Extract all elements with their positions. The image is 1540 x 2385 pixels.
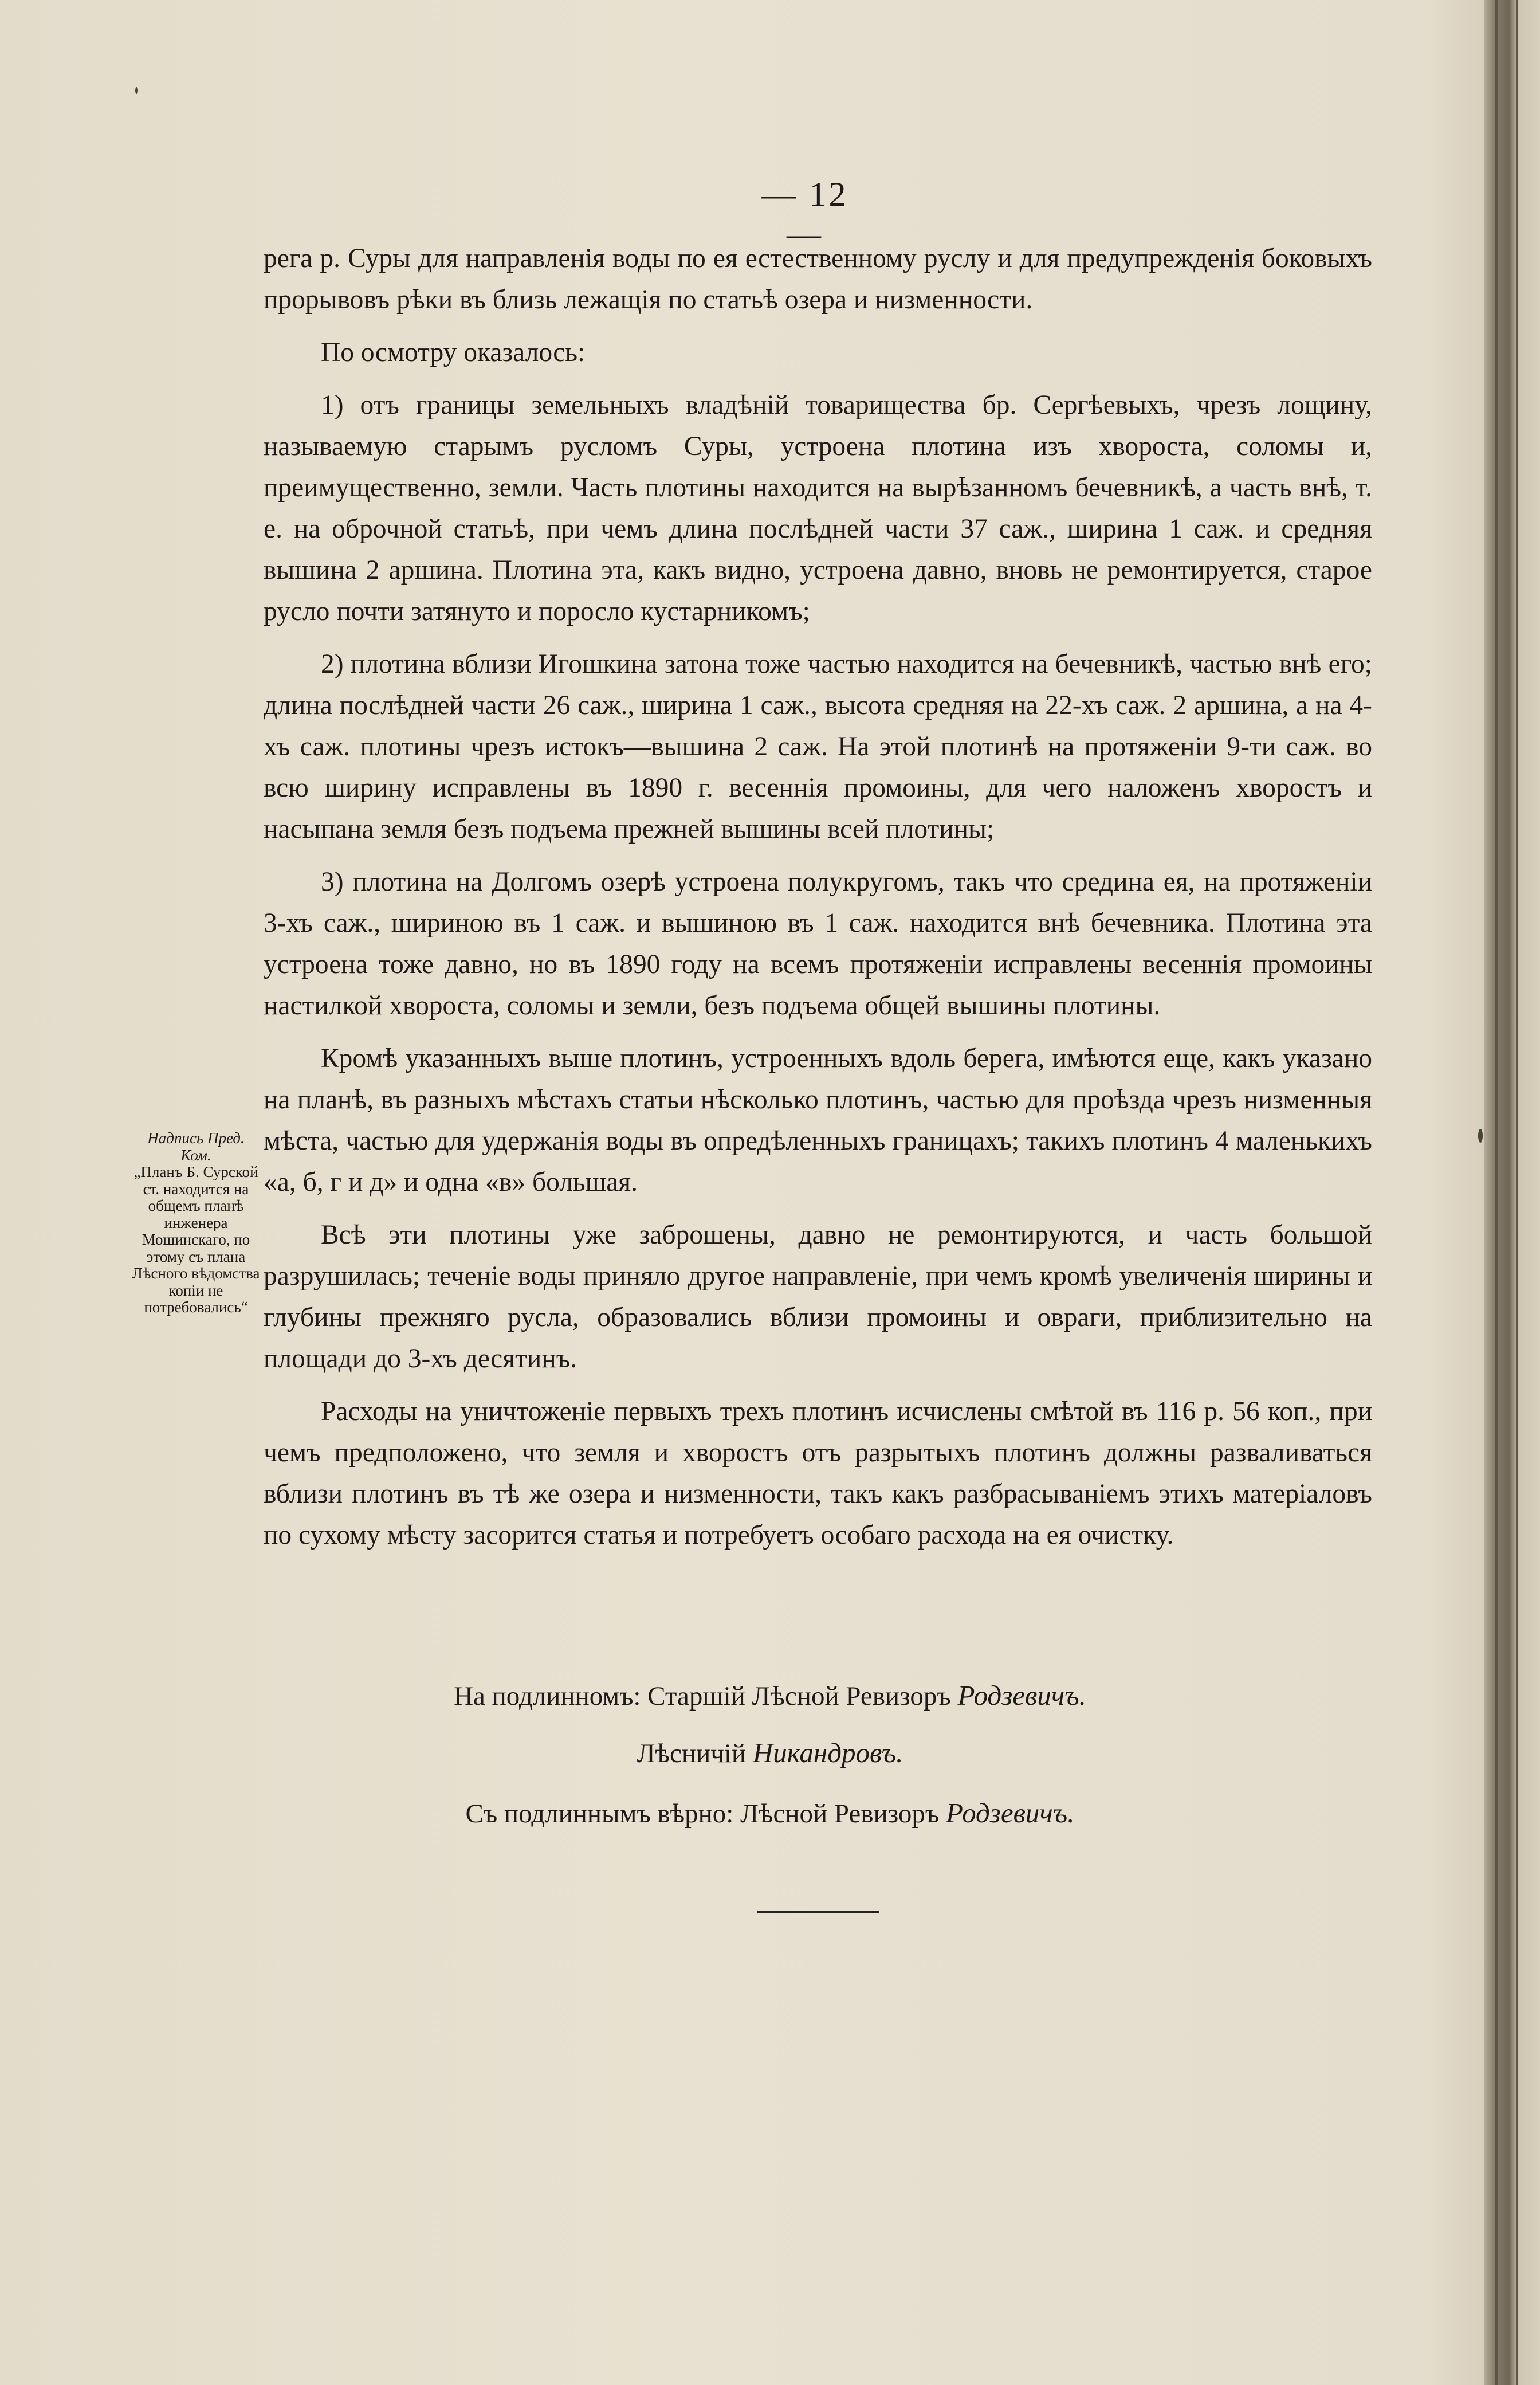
paragraph: 1) отъ границы земельныхъ владѣній товарищества бр. Сергѣевыхъ, чрезъ лощину, называемую старымъ русломъ Суры, устроена плотина изъ хвороста, соломы и, преимущественно, земли. Часть плотины находится на вырѣзанномъ бечевникѣ, а часть внѣ, т. е. на оброчной статьѣ, при чемъ длина послѣдней части 37 саж., ширина 1 саж. и средняя вышина 2 аршина. Плотина эта, какъ видно, устроена давно, вновь не ремонтируется, старое русло почти затянуто и поросло кустарникомъ; <box>264 390 1372 626</box>
signature-name: Родзевичъ. <box>945 1797 1075 1829</box>
paragraph: Расходы на уничтоженіе первыхъ трехъ плотинъ исчислены смѣтой въ 116 р. 56 коп., при чемъ предположено, что земля и хворостъ отъ разрытыхъ плотинъ должны разваливаться вблизи плотинъ въ тѣ же озера и низменности, такъ какъ разбрасываніемъ этихъ матеріаловъ по сухому мѣсту засорится статья и потребуетъ особаго расхода на ея очистку. <box>264 1397 1372 1550</box>
spine-edge <box>1516 0 1518 2385</box>
paper-speck <box>1478 1129 1483 1143</box>
signature-name: Родзевичъ. <box>957 1680 1086 1711</box>
paragraph: Кромѣ указанныхъ выше плотинъ, устроенныхъ вдоль берега, имѣются еще, какъ указано на планѣ, въ разныхъ мѣстахъ статьи нѣсколько плотинъ, частью для проѣзда чрезъ низменныя мѣста, частью для удержанія воды въ опредѣленныхъ границахъ; такихъ плотинъ 4 маленькихъ «а, б, г и д» и одна «в» большая. <box>264 1044 1372 1197</box>
paper-speck <box>135 87 138 94</box>
margin-note-heading: Надпись Пред. Ком. <box>147 1129 245 1164</box>
signature-prefix: Съ подлиннымъ вѣрно: Лѣсной Ревизоръ <box>465 1799 940 1829</box>
signature-line <box>0 1679 1540 1712</box>
book-spine <box>1484 0 1540 2385</box>
spine-edge <box>1495 0 1498 2385</box>
main-text <box>264 238 1372 1567</box>
margin-note <box>131 1130 261 1316</box>
paragraph: 2) плотина вблизи Игошкина затона тоже частью находится на бечевникѣ, частью внѣ его; длина послѣдней части 26 саж., ширина 1 саж., высота средняя на 22-хъ саж. 2 аршина, а на 4-хъ саж. плотины чрезъ истокъ—вышина 2 саж. На этой плотинѣ на протяженіи 9-ти саж. во всю ширину исправлены въ 1890 г. весеннія промоины, для чего наложенъ хворостъ и насыпана земля безъ подъема прежней вышины всей плотины; <box>264 649 1372 844</box>
paragraph: рега р. Суры для направленія воды по ея естественному руслу и для предупрежденія боковыхъ прорывовъ рѣки въ близь лежащія по статьѣ озера и низменности. <box>264 244 1372 315</box>
paragraph: 3) плотина на Долгомъ озерѣ устроена полукругомъ, такъ что средина ея, на протяженіи 3-хъ саж., шириною въ 1 саж. и вышиною въ 1 саж. находится внѣ бечевника. Плотина эта устроена тоже давно, но въ 1890 году на всемъ протяженіи исправлены весеннія промоины настилкой хвороста, соломы и земли, безъ подъема общей вышины плотины. <box>264 867 1372 1021</box>
paragraph: По осмотру оказалось: <box>321 338 586 367</box>
signature-prefix: На подлинномъ: Старшій Лѣсной Ревизоръ <box>454 1681 951 1711</box>
margin-note-text: „Планъ Б. Сурской ст. находится на общемъ планѣ инженера Мошинскаго, по этому съ плана Лѣсного вѣдомства копіи не потребовались“ <box>132 1163 260 1316</box>
signature-line <box>0 1796 1540 1829</box>
signature-line <box>0 1736 1540 1769</box>
paragraph: Всѣ эти плотины уже заброшены, давно не ремонтируются, и часть большой разрушилась; теченіе воды приняло другое направленіе, при чемъ кромѣ увеличенія ширины и глубины прежняго русла, образовались вблизи промоины и овраги, приблизительно на площади до 3-хъ десятинъ. <box>264 1220 1372 1374</box>
page-number: — 12 — <box>761 175 848 253</box>
signature-prefix: Лѣсничій <box>637 1739 747 1768</box>
signature-name: Никандровъ. <box>752 1737 903 1768</box>
closing-rule <box>757 1911 879 1913</box>
